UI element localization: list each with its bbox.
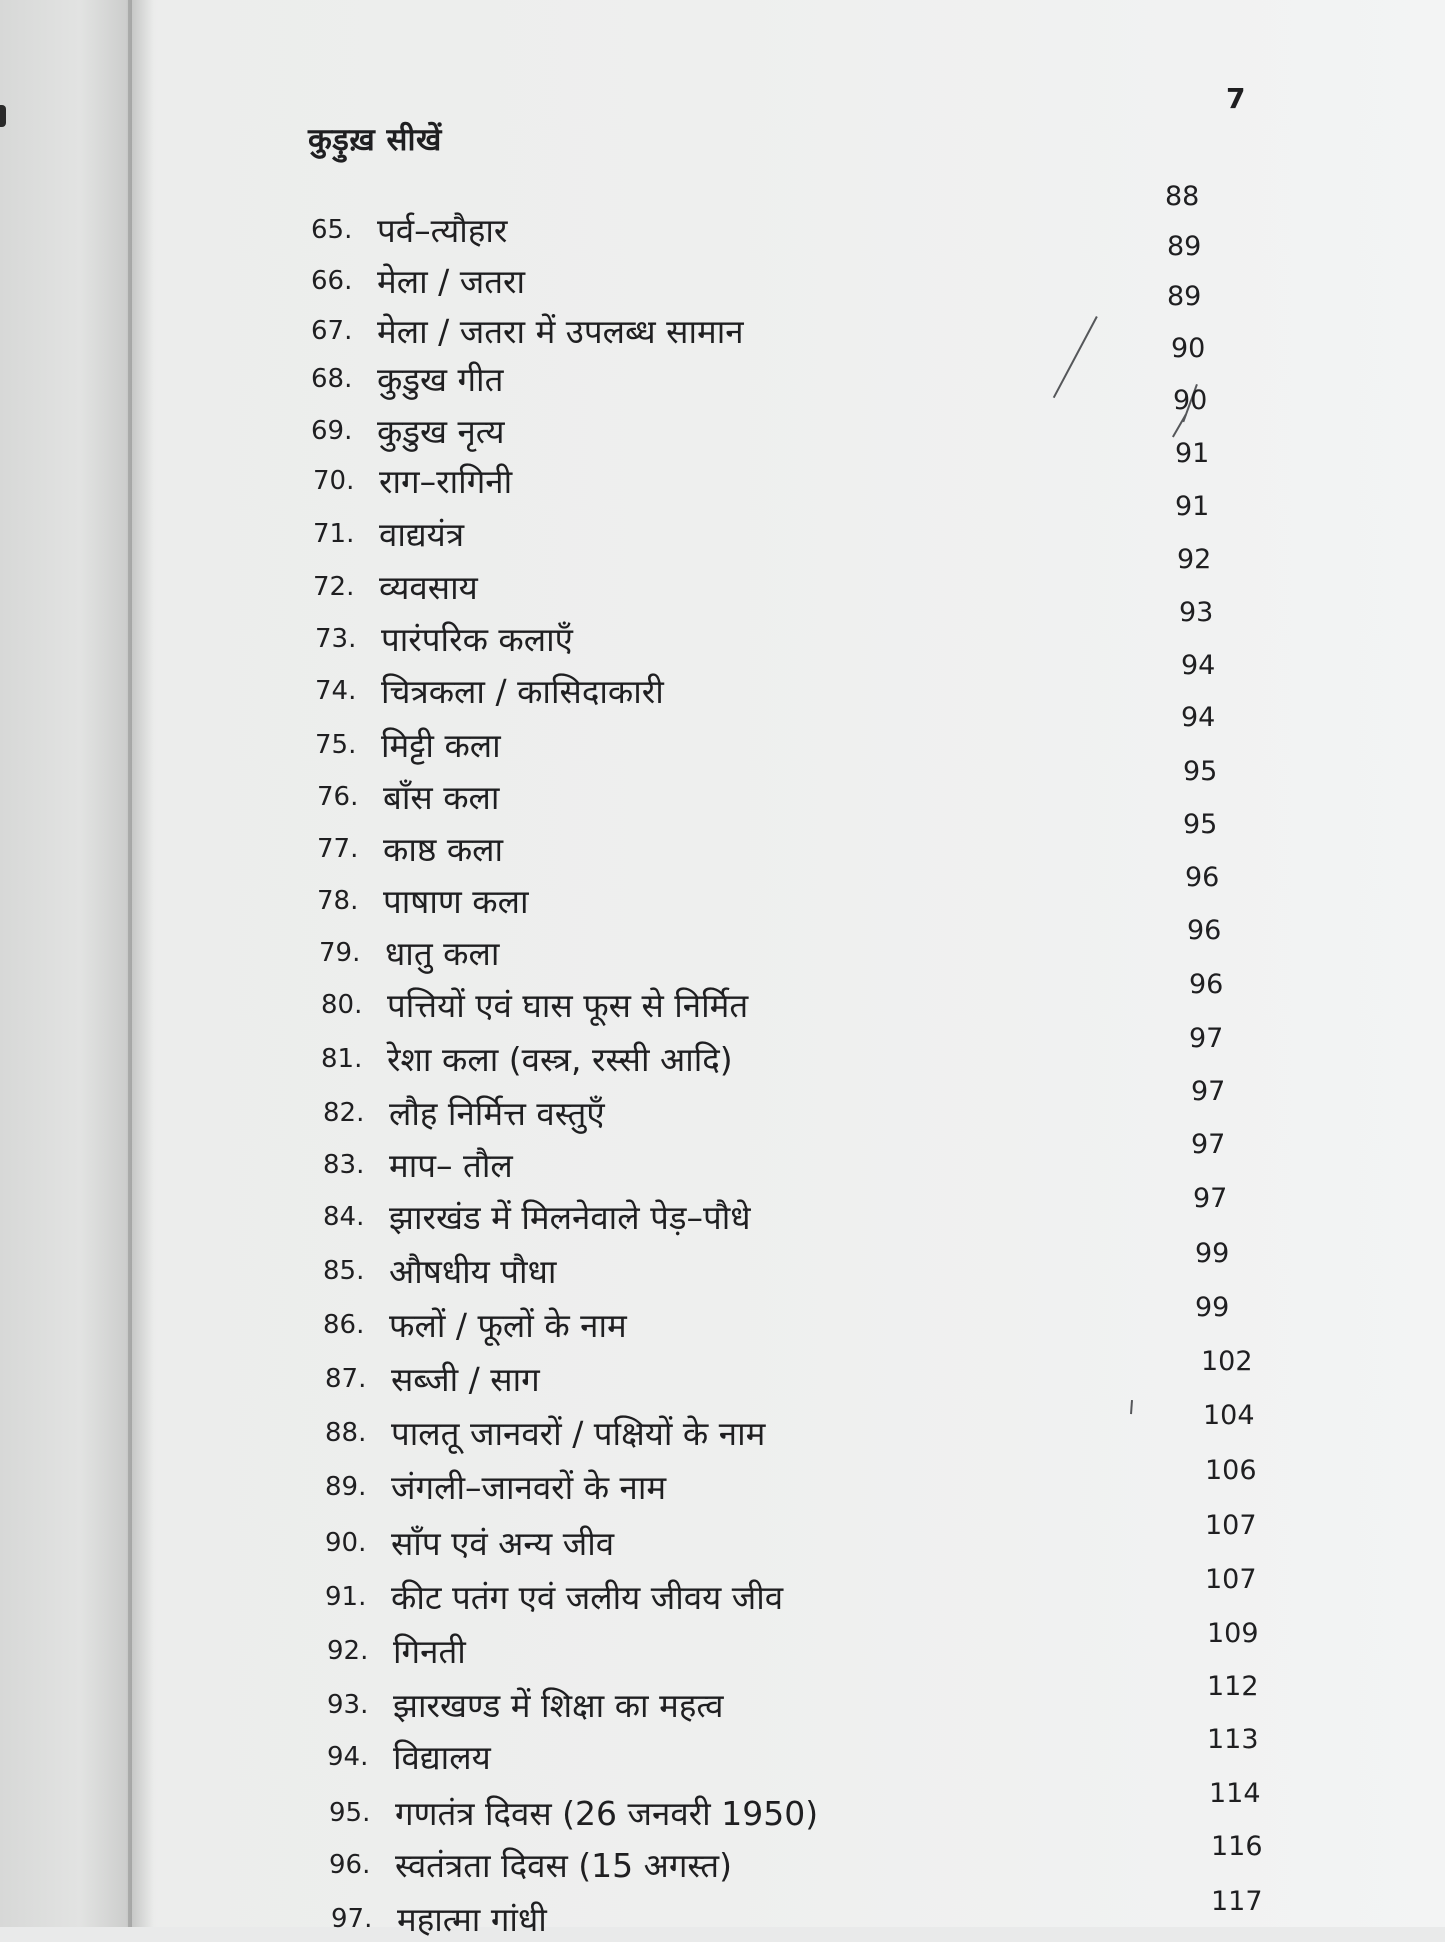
toc-entry-title: विद्यालय bbox=[393, 1738, 491, 1777]
toc-entry-number: 89. bbox=[325, 1472, 367, 1502]
toc-entry-number: 75. bbox=[315, 730, 357, 760]
toc-entry-number: 70. bbox=[313, 466, 355, 496]
toc-entry-number: 67. bbox=[311, 316, 353, 346]
toc-entry-title: पालतू जानवरों / पक्षियों के नाम bbox=[391, 1414, 766, 1453]
toc-entry-page: 117 bbox=[1211, 1886, 1263, 1917]
toc-entry-number: 87. bbox=[325, 1364, 367, 1394]
toc-entry-page: 91 bbox=[1175, 438, 1210, 469]
toc-entry-title: गिनती bbox=[393, 1632, 466, 1671]
toc-entry-title: रेशा कला (वस्त्र, रस्सी आदि) bbox=[387, 1040, 733, 1079]
toc-entry-title: कीट पतंग एवं जलीय जीवय जीव bbox=[391, 1578, 784, 1617]
toc-entry-page: 95 bbox=[1183, 756, 1218, 787]
toc-entry-page: 89 bbox=[1167, 281, 1202, 312]
toc-entry-page: 114 bbox=[1209, 1778, 1261, 1809]
toc-entry-page: 112 bbox=[1207, 1671, 1259, 1702]
toc-entry-title: फलों / फूलों के नाम bbox=[389, 1306, 627, 1345]
toc-entry-number: 94. bbox=[327, 1742, 369, 1772]
toc-entry-page: 90 bbox=[1171, 333, 1206, 364]
toc-entry-page: 107 bbox=[1205, 1564, 1257, 1595]
toc-entry-title: वाद्ययंत्र bbox=[379, 515, 465, 554]
toc-entry-number: 78. bbox=[317, 886, 359, 916]
toc-entry-page: 97 bbox=[1193, 1183, 1228, 1214]
toc-entry-title: पाषाण कला bbox=[383, 882, 529, 921]
toc-entry-page: 97 bbox=[1191, 1129, 1226, 1160]
toc-entry-number: 84. bbox=[323, 1202, 365, 1232]
toc-entry-title: गणतंत्र दिवस (26 जनवरी 1950) bbox=[395, 1794, 819, 1833]
toc-entry-number: 85. bbox=[323, 1256, 365, 1286]
toc-entry-page: 99 bbox=[1195, 1238, 1230, 1269]
toc-entry-page: 88 bbox=[1165, 181, 1200, 212]
toc-entry-title: माप– तौल bbox=[389, 1146, 513, 1185]
toc-entry-number: 82. bbox=[323, 1098, 365, 1128]
toc-entry-title: चित्रकला / कासिदाकारी bbox=[381, 672, 664, 711]
toc-entry-number: 79. bbox=[319, 938, 361, 968]
toc-entry-number: 73. bbox=[315, 624, 357, 654]
toc-entry-page: 93 bbox=[1179, 597, 1214, 628]
toc-entry-title: सब्जी / साग bbox=[391, 1360, 540, 1399]
toc-entry-title: औषधीय पौधा bbox=[389, 1252, 557, 1291]
toc-entry-title: राग–रागिनी bbox=[379, 462, 513, 501]
book-title: कुड़ुख़ सीखें bbox=[308, 122, 442, 158]
toc-entry-number: 80. bbox=[321, 990, 363, 1020]
toc-entry-number: 72. bbox=[313, 572, 355, 602]
toc-entry-page: 97 bbox=[1191, 1076, 1226, 1107]
toc-entry-page: 96 bbox=[1187, 915, 1222, 946]
toc-entry-page: 90 bbox=[1173, 385, 1208, 416]
toc-entry-title: पारंपरिक कलाएँ bbox=[381, 620, 573, 659]
toc-entry-number: 76. bbox=[317, 782, 359, 812]
toc-entry-number: 81. bbox=[321, 1044, 363, 1074]
toc-entry-number: 74. bbox=[315, 676, 357, 706]
toc-entry-page: 102 bbox=[1201, 1346, 1253, 1377]
toc-entry-page: 96 bbox=[1185, 862, 1220, 893]
toc-entry-number: 97. bbox=[331, 1904, 373, 1934]
toc-entry-page: 94 bbox=[1181, 650, 1216, 681]
toc-entry-number: 88. bbox=[325, 1418, 367, 1448]
toc-entry-page: 92 bbox=[1177, 544, 1212, 575]
toc-entry-title: कुडुख नृत्य bbox=[377, 412, 505, 451]
toc-entry-number: 83. bbox=[323, 1150, 365, 1180]
toc-entry-number: 66. bbox=[311, 266, 353, 296]
toc-entry-title: कुडुख गीत bbox=[377, 360, 504, 399]
toc-entry-title: व्यवसाय bbox=[379, 568, 478, 607]
toc-entry-title: महात्मा गांधी bbox=[397, 1900, 547, 1939]
toc-entry-title: झारखंड में मिलनेवाले पेड़–पौधे bbox=[389, 1198, 751, 1237]
toc-entry-title: झारखण्ड में शिक्षा का महत्व bbox=[393, 1686, 724, 1725]
toc-entry-page: 99 bbox=[1195, 1292, 1230, 1323]
toc-entry-number: 91. bbox=[325, 1582, 367, 1612]
toc-entry-number: 69. bbox=[311, 416, 353, 446]
toc-entry-number: 92. bbox=[327, 1636, 369, 1666]
toc-entry-title: साँप एवं अन्य जीव bbox=[391, 1524, 615, 1563]
toc-entry-title: काष्ठ कला bbox=[383, 830, 504, 869]
toc-entry-page: 95 bbox=[1183, 809, 1218, 840]
toc-entry-page: 107 bbox=[1205, 1510, 1257, 1541]
toc-entry-title: लौह निर्मित्त वस्तुएँ bbox=[389, 1094, 605, 1133]
toc-entry-title: जंगली–जानवरों के नाम bbox=[391, 1468, 667, 1507]
toc-entry-page: 89 bbox=[1167, 231, 1202, 262]
toc-entry-page: 106 bbox=[1205, 1455, 1257, 1486]
toc-entry-page: 91 bbox=[1175, 491, 1210, 522]
toc-entry-title: स्वतंत्रता दिवस (15 अगस्त) bbox=[395, 1846, 732, 1885]
toc-entry-title: धातु कला bbox=[385, 934, 500, 973]
toc-entry-page: 96 bbox=[1189, 969, 1224, 1000]
toc-entry-number: 77. bbox=[317, 834, 359, 864]
toc-entry-title: मेला / जतरा bbox=[377, 262, 526, 301]
toc-entry-page: 104 bbox=[1203, 1400, 1255, 1431]
page-number: 7 bbox=[1226, 82, 1246, 115]
toc-entry-title: पत्तियों एवं घास फूस से निर्मित bbox=[387, 986, 749, 1025]
toc-entry-page: 97 bbox=[1189, 1023, 1224, 1054]
toc-entry-title: मिट्टी कला bbox=[381, 726, 501, 765]
toc-entry-number: 65. bbox=[311, 215, 353, 245]
toc-entry-number: 71. bbox=[313, 519, 355, 549]
toc-entry-page: 94 bbox=[1181, 702, 1216, 733]
toc-entry-title: पर्व–त्यौहार bbox=[377, 211, 508, 250]
toc-entry-number: 90. bbox=[325, 1528, 367, 1558]
toc-entry-number: 95. bbox=[329, 1798, 371, 1828]
toc-entry-page: 109 bbox=[1207, 1618, 1259, 1649]
toc-entry-page: 113 bbox=[1207, 1724, 1259, 1755]
toc-entry-number: 86. bbox=[323, 1310, 365, 1340]
toc-entry-title: मेला / जतरा में उपलब्ध सामान bbox=[377, 312, 744, 351]
toc-entry-title: बाँस कला bbox=[383, 778, 500, 817]
toc-entry-page: 116 bbox=[1211, 1831, 1263, 1862]
toc-entry-number: 68. bbox=[311, 364, 353, 394]
toc-entry-number: 96. bbox=[329, 1850, 371, 1880]
toc-entry-number: 93. bbox=[327, 1690, 369, 1720]
